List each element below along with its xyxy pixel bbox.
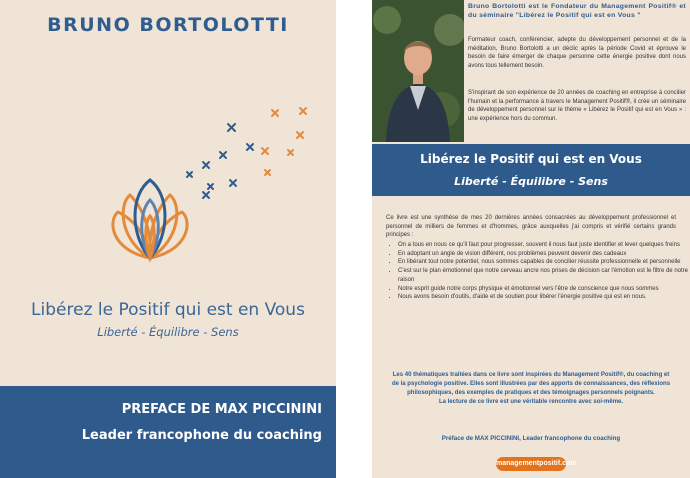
book-subtitle: Liberté - Équilibre - Sens — [97, 325, 239, 339]
back-preface-line: Préface de MAX PICCININI, Leader francophone du coaching — [441, 435, 621, 442]
preface-role: Leader francophone du coaching — [81, 428, 322, 443]
author-name: BRUNO BORTOLOTTI — [47, 14, 289, 36]
summary-block — [390, 371, 672, 407]
band-title: Libérez le Positif qui est en Vous — [420, 152, 642, 166]
preface-label: PREFACE DE MAX PICCININI — [121, 402, 322, 417]
website-badge[interactable]: managementpositif.com — [496, 457, 566, 471]
book-title: Libérez le Positif qui est en Vous — [31, 300, 305, 320]
list-item: • En adoptant un angle de vision différent, nos problèmes peuvent devenir des cadeaux — [398, 250, 688, 259]
intro-paragraph: Ce livre est une synthèse de mes 20 dernières années consacrées au développement professionnel et personnel de milliers de femmes et d'hommes, grâce auxquelles j'ai compris et vérifié certains grands principes : — [386, 215, 676, 239]
author-portrait-icon — [372, 0, 464, 142]
back-cover — [372, 0, 690, 478]
front-cover — [0, 0, 336, 478]
lotus-with-birds-icon — [100, 100, 340, 270]
band-subtitle: Liberté - Équilibre - Sens — [454, 175, 608, 188]
list-item: • Notre esprit guide notre corps physique et émotionnel vers l'être de conscience que nous sommes — [398, 285, 688, 294]
bio-paragraph-1: Formateur coach, conférencier, adepte du développement personnel et de la méditation, Bruno Bortolotti a un déclic après la période Covid et éprouve le besoin de faire émerger de chaque personne cette énergie positive dont nous avons tous tellement besoin. — [468, 37, 686, 69]
list-item: • Nous avons besoin d'outils, d'aide et de soutien pour libérer l'énergie positive qui est en nous. — [398, 293, 688, 302]
bio-heading: Bruno Bortolotti est le Fondateur du Management Positif® et du séminaire "Libérez le Positif qui est en Vous " — [468, 3, 686, 19]
list-item: • On a tous en nous ce qu'il faut pour progresser, souvent il nous faut juste identifier et lever quelques freins — [398, 241, 688, 250]
summary-text: Les 40 thématiques traitées dans ce livre sont inspirées du Management Positif®, du coaching et de la psychologie positive. Elles sont illustrées par des apports de connaissances, des réflexions philosophiques, des exemples de pratiques et des témoignages personnels poignants. — [391, 372, 671, 396]
list-item: • En libérant tout notre potentiel, nous sommes capables de concilier réussite professionnelle et personnelle — [398, 258, 688, 267]
summary-closing: La lecture de ce livre est une véritable rencontre avec soi-même. — [438, 398, 624, 405]
principles-list — [386, 241, 688, 302]
list-item: • C'est sur le plan émotionnel que notre cerveau ancre nos prises de décision car l'émotion est le filtre de notre raison — [398, 267, 688, 284]
bio-paragraph-2: S'inspirant de son expérience de 20 années de coaching en entreprise à concilier l'humain et la performance à travers le Management Positif®, il crée un séminaire de développement personnel sur le thème « Libérez le Positif qui est en Vous » : une expérience hors du commun. — [468, 90, 686, 122]
